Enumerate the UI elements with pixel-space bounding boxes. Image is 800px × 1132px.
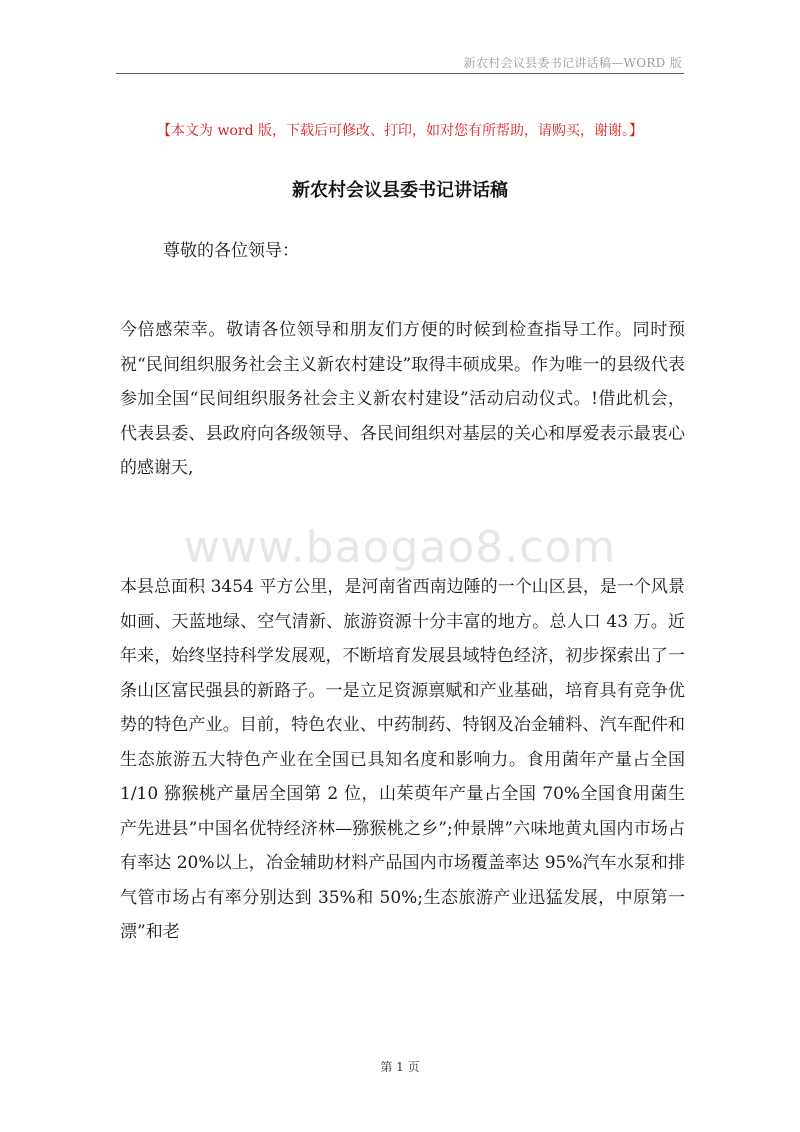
watermark: www.baogao8.com (183, 522, 617, 573)
header-divider (116, 73, 684, 74)
body-paragraph-1: 今倍感荣幸。敬请各位领导和朋友们方便的时候到检查指导工作。同时预祝“民间组织服务社会主义新农村建设”取得丰硕成果。作为唯一的县级代表参加全国“民间组织服务社会主义新农村建设”活动启动仪式。!借此机会，代表县委、县政府向各级领导、各民间组织对基层的关心和厚爱表示最衷心的感谢天, (120, 320, 685, 478)
page-number: 第 1 页 (380, 1060, 420, 1074)
purchase-notice: 【本文为 word 版，下载后可修改、打印，如对您有所帮助，请购买，谢谢。】 (157, 123, 643, 139)
running-header: 新农村会议县委书记讲话稿—WORD 版 (463, 56, 682, 70)
body-paragraph-2: 本县总面积 3454 平方公里，是河南省西南边陲的一个山区县，是一个风景如画、天蓝地绿、空气清新、旅游资源十分丰富的地方。总人口 43 万。近年来，始终坚持科学发展观，不断培育发展县域特色经济，初步探索出了一条山区富民强县的新路子。一是立足资源禀赋和产业基础，培育具有竞争优势的特色产业。目前，特色农业、中药制药、特钢及冶金辅料、汽车配件和生态旅游五大特色产业在全国已具知名度和影响力。食用菌年产量占全国 1/10 猕猴桃产量居全国第 2 位，山茱萸年产量占全国 70%全国食用菌生产先进县”中国名优特经济林—猕猴桃之乡”;仲景牌”六味地黄丸国内市场占有率达 20%以上，冶金辅助材料产品国内市场覆盖率达 95%汽车水泵和排气管市场占有率分别达到 35%和 50%;生态旅游产业迅猛发展，中原第一漂”和老 (120, 577, 685, 942)
salutation: 尊敬的各位领导： (163, 241, 299, 261)
document-title: 新农村会议县委书记讲话稿 (292, 180, 508, 201)
